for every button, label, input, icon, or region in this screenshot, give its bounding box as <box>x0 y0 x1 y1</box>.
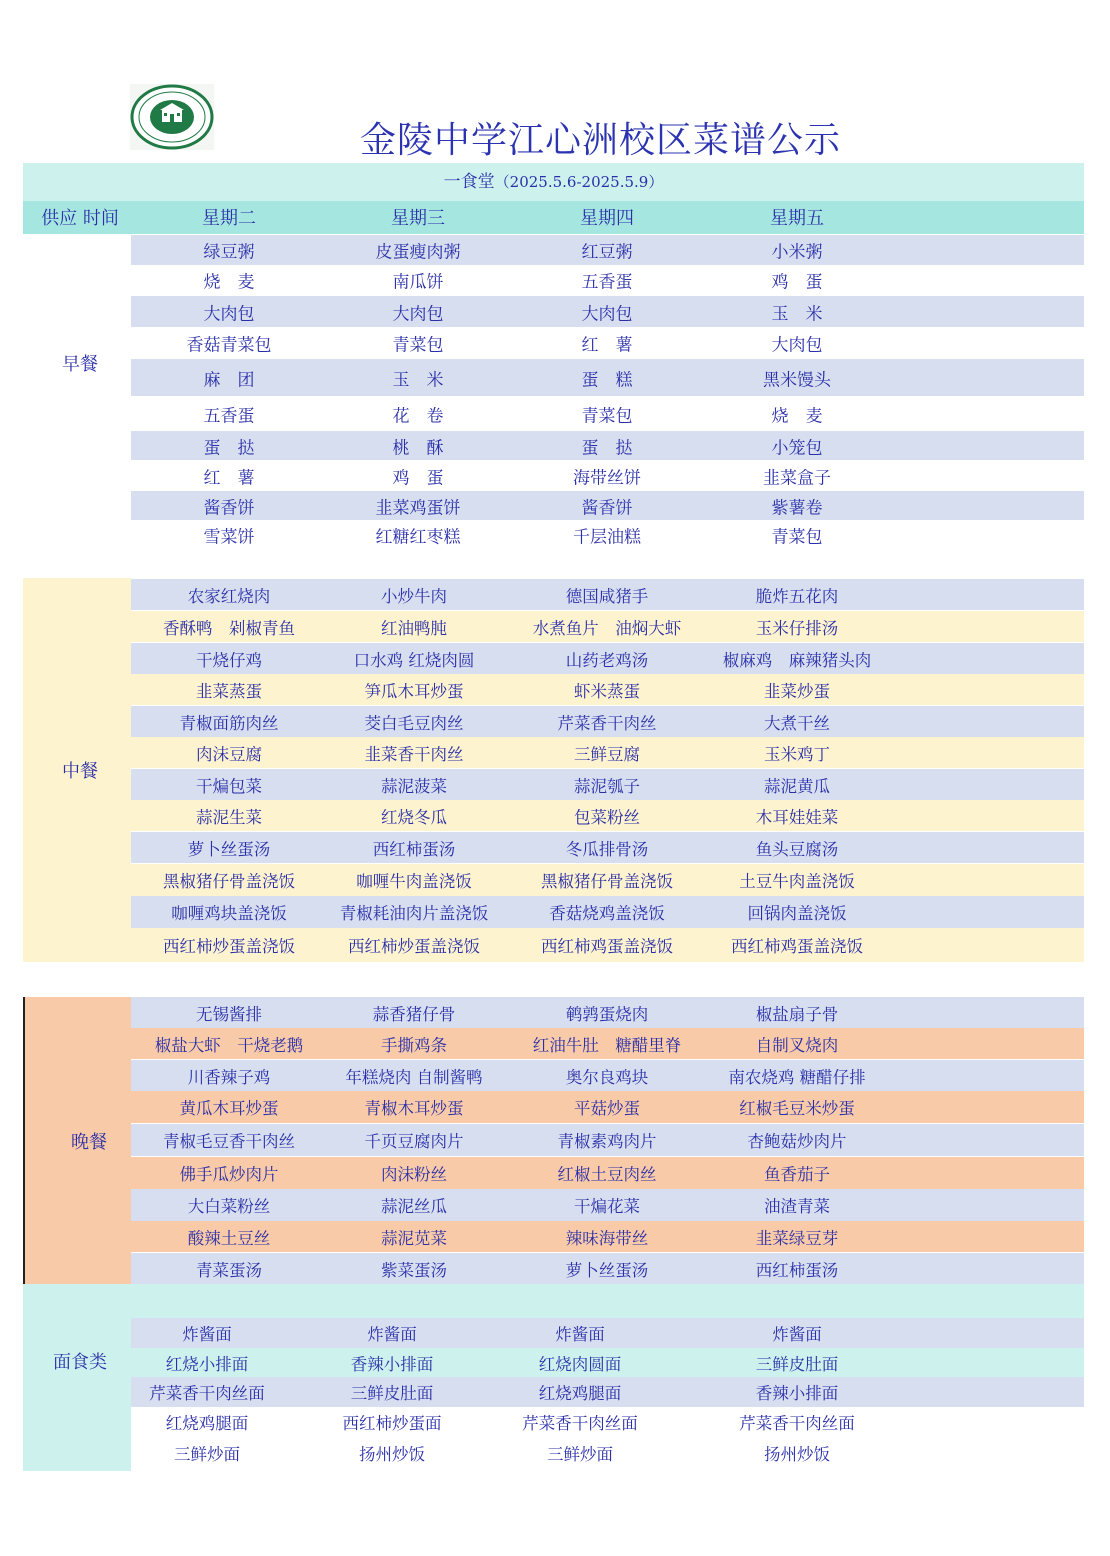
menu-item: 千层油糕 <box>573 527 641 548</box>
menu-item: 冬瓜排骨汤 <box>565 839 649 859</box>
menu-item: 木耳娃娃菜 <box>755 807 839 827</box>
menu-item: 萝卜丝蛋汤 <box>565 1260 649 1280</box>
menu-item: 年糕烧肉 自制酱鸭 <box>345 1067 483 1087</box>
menu-item: 韭菜香干肉丝 <box>364 744 464 764</box>
lunch-label: 中餐 <box>62 761 98 782</box>
menu-item: 西红柿炒蛋盖浇饭 <box>348 937 480 956</box>
menu-item: 麻 团 <box>203 370 255 390</box>
menu-item: 萝卜丝蛋汤 <box>187 839 271 859</box>
menu-item: 油渣青菜 <box>764 1197 830 1216</box>
menu-item: 茭白毛豆肉丝 <box>364 713 464 733</box>
menu-item: 酱香饼 <box>203 498 255 518</box>
menu-item: 烧 麦 <box>203 272 255 293</box>
menu-item: 德国咸猪手 <box>565 586 649 606</box>
menu-item: 黑椒猪仔骨盖浇饭 <box>541 872 673 891</box>
menu-item: 扬州炒饭 <box>359 1445 425 1464</box>
menu-item: 鱼香茄子 <box>764 1165 830 1184</box>
menu-item: 三鲜炒面 <box>174 1445 240 1464</box>
menu-item: 青椒面筋肉丝 <box>179 713 279 733</box>
menu-item: 五香蛋 <box>581 272 633 293</box>
row-band <box>131 1318 1084 1348</box>
menu-item: 香酥鸭 剁椒青鱼 <box>163 618 295 638</box>
menu-item: 山药老鸡汤 <box>565 650 649 670</box>
noodles-label-bg <box>23 1284 131 1471</box>
menu-item: 蒜泥黄瓜 <box>764 776 830 796</box>
menu-item: 手撕鸡条 <box>381 1035 447 1055</box>
menu-item: 辣味海带丝 <box>565 1228 649 1248</box>
menu-item: 西红柿蛋汤 <box>372 839 456 859</box>
menu-item: 芹菜香干肉丝面 <box>522 1413 638 1433</box>
menu-item: 蒜泥苋菜 <box>381 1228 447 1248</box>
header-corner: 供应 时间 <box>41 208 119 229</box>
menu-item: 红烧肉圆面 <box>538 1354 622 1374</box>
menu-item: 干煸包菜 <box>196 776 262 796</box>
menu-item: 鸡 蛋 <box>392 468 444 489</box>
menu-item: 青椒毛豆香干肉丝 <box>163 1132 295 1151</box>
menu-item: 西红柿炒蛋面 <box>342 1413 442 1433</box>
header-day: 星期三 <box>391 208 445 229</box>
menu-item: 黄瓜木耳炒蛋 <box>179 1099 279 1118</box>
menu-item: 脆炸五花肉 <box>755 586 839 606</box>
dinner-label: 晚餐 <box>71 1132 107 1153</box>
menu-item: 鹌鹑蛋烧肉 <box>565 1004 649 1024</box>
table-header <box>23 201 1084 234</box>
menu-item: 农家红烧肉 <box>187 586 271 606</box>
menu-item: 红椒毛豆米炒蛋 <box>739 1099 855 1118</box>
menu-item: 椒麻鸡 麻辣猪头肉 <box>722 650 872 670</box>
menu-item: 青椒素鸡肉片 <box>557 1132 657 1151</box>
menu-item: 韭菜炒蛋 <box>764 681 830 701</box>
menu-item: 香菇青菜包 <box>186 335 272 355</box>
menu-item: 玉米鸡丁 <box>764 744 830 764</box>
menu-item: 酸辣土豆丝 <box>187 1228 271 1248</box>
menu-item: 扬州炒饭 <box>764 1445 830 1464</box>
menu-item: 雪菜饼 <box>203 527 255 548</box>
menu-item: 大煮干丝 <box>764 713 830 733</box>
menu-item: 三鲜豆腐 <box>574 744 640 764</box>
menu-item: 玉 米 <box>771 304 823 324</box>
menu-item: 海带丝饼 <box>573 468 641 489</box>
menu-item: 青菜蛋汤 <box>196 1260 262 1280</box>
menu-item: 小炒牛肉 <box>381 586 447 606</box>
menu-item: 红糖红枣糕 <box>375 527 461 548</box>
noodle-top-band <box>23 1284 1084 1318</box>
menu-item: 大肉包 <box>581 304 633 324</box>
menu-item: 包菜粉丝 <box>574 807 640 827</box>
menu-item: 红烧鸡腿面 <box>538 1384 622 1403</box>
menu-item: 炸酱面 <box>772 1325 822 1344</box>
menu-item: 韭菜盒子 <box>763 468 831 489</box>
menu-item: 虾米蒸蛋 <box>574 681 640 701</box>
menu-item: 鸡 蛋 <box>771 272 823 293</box>
menu-item: 韭菜绿豆芽 <box>755 1228 839 1248</box>
date-range: （2025.5.6-2025.5.9） <box>494 173 664 191</box>
menu-item: 回锅肉盖浇饭 <box>747 904 847 923</box>
menu-item: 南瓜饼 <box>392 272 444 293</box>
menu-item: 肉沫豆腐 <box>196 744 262 764</box>
menu-item: 青椒耗油肉片盖浇饭 <box>339 904 489 923</box>
header-day: 星期五 <box>770 208 824 229</box>
menu-item: 红豆粥 <box>581 242 633 263</box>
header-day: 星期四 <box>580 208 634 229</box>
menu-item: 酱香饼 <box>581 498 633 518</box>
menu-item: 红 薯 <box>581 335 633 355</box>
menu-item: 三鲜皮肚面 <box>350 1384 434 1403</box>
menu-item: 黑椒猪仔骨盖浇饭 <box>163 872 295 891</box>
menu-item: 椒盐扇子骨 <box>755 1004 839 1024</box>
menu-item: 炸酱面 <box>182 1325 232 1344</box>
school-logo <box>130 84 214 150</box>
menu-item: 水煮鱼片 油焖大虾 <box>532 618 682 638</box>
menu-item: 玉米仔排汤 <box>755 618 839 638</box>
canteen-subtitle <box>23 163 1084 201</box>
menu-item: 蛋 挞 <box>203 438 255 458</box>
menu-item: 土豆牛肉盖浇饭 <box>739 872 855 891</box>
menu-item: 红烧冬瓜 <box>381 807 447 827</box>
menu-item: 口水鸡 红烧肉圆 <box>353 650 475 670</box>
menu-item: 红烧鸡腿面 <box>165 1413 249 1433</box>
menu-item: 干煸花菜 <box>574 1197 640 1216</box>
menu-item: 蛋 糕 <box>581 370 633 390</box>
menu-item: 蒜泥瓠子 <box>574 776 640 796</box>
dinner-left-rule <box>23 997 25 1284</box>
menu-item: 平菇炒蛋 <box>574 1099 640 1118</box>
menu-item: 佛手瓜炒肉片 <box>179 1165 279 1184</box>
menu-item: 炸酱面 <box>367 1325 417 1344</box>
menu-item: 紫薯卷 <box>771 498 823 518</box>
menu-item: 大白菜粉丝 <box>187 1197 271 1216</box>
menu-item: 红椒土豆肉丝 <box>557 1165 657 1184</box>
menu-item: 大肉包 <box>771 335 823 355</box>
menu-item: 干烧仔鸡 <box>196 650 262 670</box>
menu-item: 蒜香猪仔骨 <box>372 1004 456 1024</box>
page-title: 金陵中学江心洲校区菜谱公示 <box>360 120 842 161</box>
canteen-name: 一食堂 <box>443 172 495 192</box>
menu-item: 蒜泥菠菜 <box>381 776 447 796</box>
menu-item: 花 卷 <box>392 406 444 427</box>
menu-item: 无锡酱排 <box>196 1004 262 1024</box>
menu-item: 蛋 挞 <box>581 438 633 458</box>
menu-item: 小米粥 <box>771 242 823 263</box>
menu-item: 芹菜香干肉丝 <box>557 713 657 733</box>
menu-item: 西红柿炒蛋盖浇饭 <box>163 937 295 956</box>
menu-item: 鱼头豆腐汤 <box>755 839 839 859</box>
menu-item: 咖喱鸡块盖浇饭 <box>171 904 287 923</box>
menu-item: 红油牛肚 糖醋里脊 <box>532 1035 682 1055</box>
menu-item: 川香辣子鸡 <box>187 1067 271 1087</box>
menu-item: 三鲜炒面 <box>547 1445 613 1464</box>
menu-item: 西红柿蛋汤 <box>755 1260 839 1280</box>
menu-item: 笋瓜木耳炒蛋 <box>364 681 464 701</box>
menu-item: 三鲜皮肚面 <box>755 1354 839 1374</box>
menu-item: 青椒木耳炒蛋 <box>364 1099 464 1118</box>
menu-item: 韭菜鸡蛋饼 <box>375 498 461 518</box>
menu-item: 桃 酥 <box>392 438 444 458</box>
breakfast-label: 早餐 <box>62 354 98 375</box>
menu-item: 香辣小排面 <box>350 1354 434 1374</box>
menu-item: 南农烧鸡 糖醋仔排 <box>728 1067 866 1087</box>
menu-item: 西红柿鸡蛋盖浇饭 <box>731 937 863 956</box>
menu-item: 蒜泥生菜 <box>196 807 262 827</box>
menu-item: 红烧小排面 <box>165 1354 249 1374</box>
menu-item: 咖喱牛肉盖浇饭 <box>356 872 472 891</box>
menu-item: 杏鲍菇炒肉片 <box>747 1132 847 1151</box>
menu-item: 千页豆腐肉片 <box>364 1132 464 1151</box>
menu-item: 炸酱面 <box>555 1325 605 1344</box>
menu-item: 五香蛋 <box>203 406 255 427</box>
menu-item: 青菜包 <box>392 335 444 355</box>
menu-item: 红油鸭肫 <box>381 618 447 638</box>
menu-item: 香辣小排面 <box>755 1384 839 1403</box>
menu-item: 红 薯 <box>203 468 255 489</box>
menu-item: 自制叉烧肉 <box>755 1035 839 1055</box>
menu-item: 紫菜蛋汤 <box>381 1260 447 1280</box>
menu-item: 肉沫粉丝 <box>381 1165 447 1184</box>
menu-item: 芹菜香干肉丝面 <box>149 1384 265 1403</box>
menu-item: 烧 麦 <box>771 406 823 427</box>
menu-item: 芹菜香干肉丝面 <box>739 1413 855 1433</box>
menu-item: 大肉包 <box>203 304 255 324</box>
menu-item: 黑米馒头 <box>763 370 831 390</box>
menu-item: 青菜包 <box>581 406 633 427</box>
menu-item: 玉 米 <box>392 370 444 390</box>
menu-item: 大肉包 <box>392 304 444 324</box>
menu-item: 韭菜蒸蛋 <box>196 681 262 701</box>
menu-item: 奥尔良鸡块 <box>565 1067 649 1087</box>
menu-item: 小笼包 <box>771 438 823 458</box>
menu-item: 青菜包 <box>771 527 823 548</box>
noodles-label: 面食类 <box>53 1352 107 1373</box>
menu-item: 蒜泥丝瓜 <box>381 1197 447 1216</box>
menu-item: 香菇烧鸡盖浇饭 <box>549 904 665 923</box>
menu-item: 椒盐大虾 干烧老鹅 <box>154 1035 304 1055</box>
menu-item: 西红柿鸡蛋盖浇饭 <box>541 937 673 956</box>
menu-item: 绿豆粥 <box>203 242 255 263</box>
menu-item: 皮蛋瘦肉粥 <box>375 242 461 263</box>
header-day: 星期二 <box>202 208 256 229</box>
